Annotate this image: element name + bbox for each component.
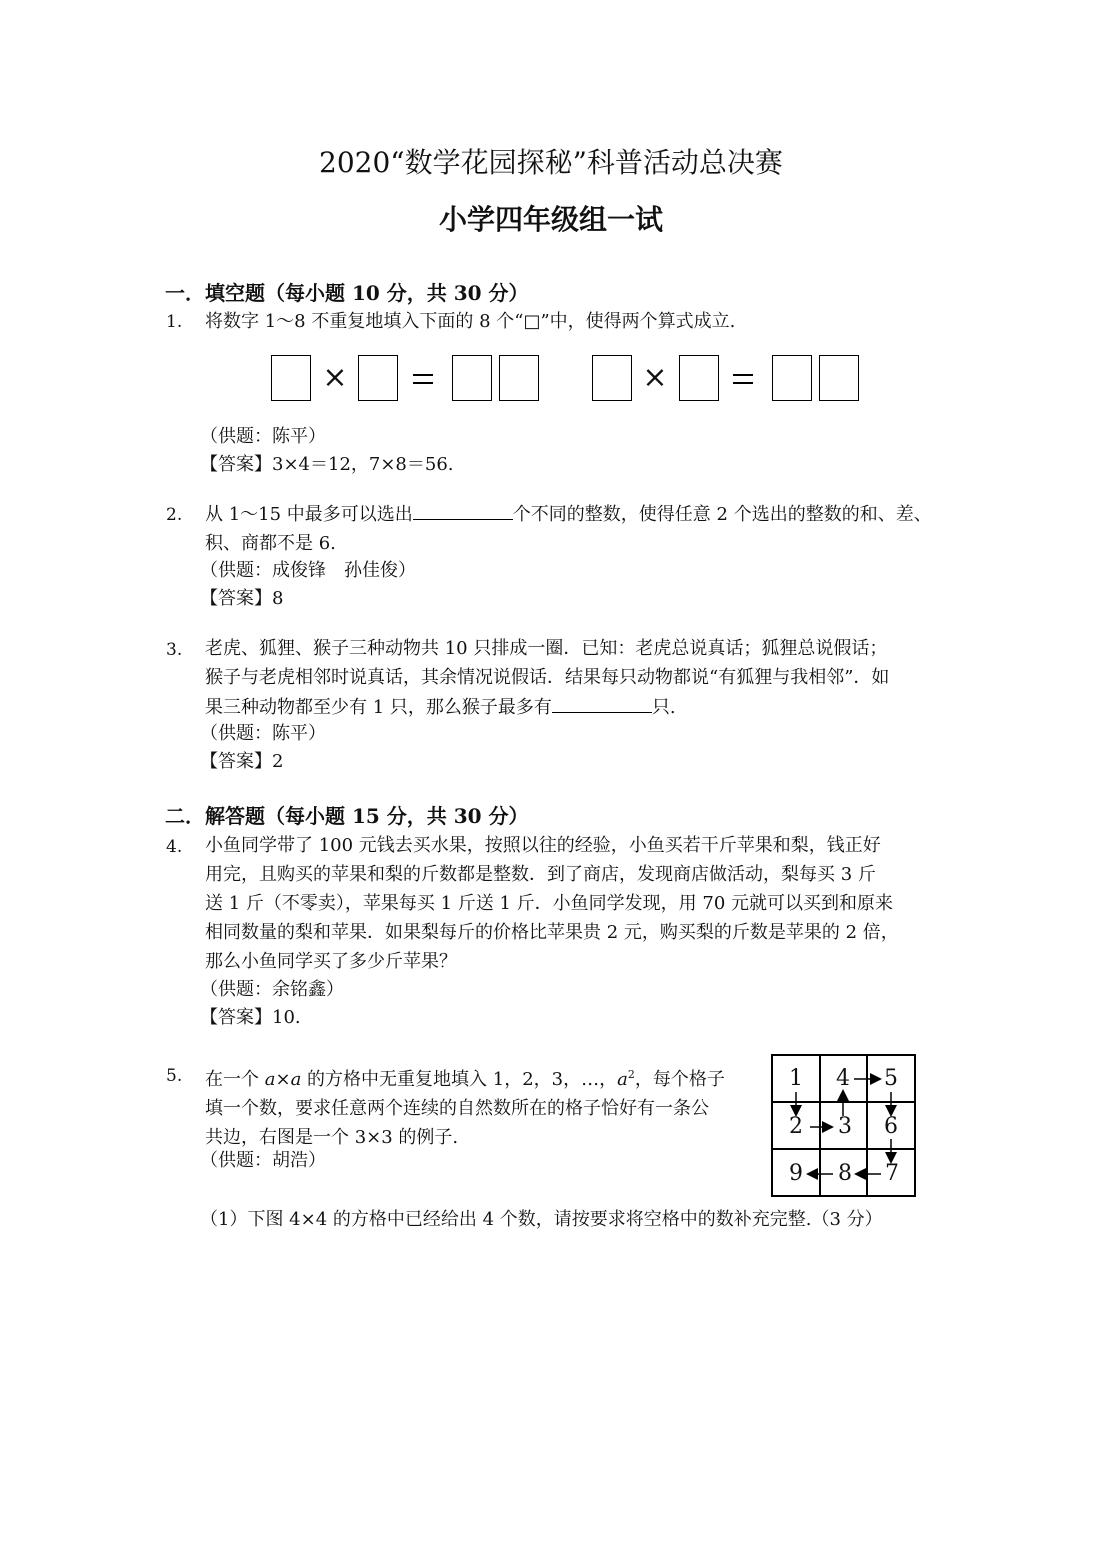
grid-cell-number: 4: [836, 1066, 850, 1091]
question-source: （供题：余铭鑫）: [200, 979, 344, 1000]
answer-box[interactable]: [679, 355, 719, 401]
grid-cell-number: 2: [789, 1114, 803, 1139]
sub-question: （1）下图 4×4 的方格中已经给出 4 个数，请按要求将空格中的数补充完整.（3 分）: [200, 1209, 883, 1230]
section-heading-fill-in: 一．填空题（每小题 10 分，共 30 分）: [165, 281, 529, 305]
math-var: a: [290, 1069, 302, 1090]
grid-cell-number: 5: [884, 1066, 898, 1091]
text-line: 共边，右图是一个 3×3 的例子.: [205, 1127, 459, 1148]
question-number: 3.: [166, 640, 183, 660]
answer-box[interactable]: [819, 355, 859, 401]
question-number: 5.: [166, 1066, 183, 1086]
math-var: a: [617, 1069, 628, 1090]
text-part: 个不同的整数，使得任意 2 个选出的整数的和、差、: [512, 504, 932, 525]
question-source: （供题：陈平）: [200, 426, 326, 447]
times-sign: ×: [642, 360, 668, 395]
page-title: 2020“数学花园探秘”科普活动总决赛: [319, 146, 783, 179]
text-line: 那么小鱼同学买了多少斤苹果？: [205, 951, 457, 972]
text-line: 用完，且购买的苹果和梨的斤数都是整数．到了商店，发现商店做活动，梨每买 3 斤: [205, 864, 876, 885]
page-subtitle: 小学四年级组一试: [438, 203, 663, 236]
question-text: [205, 499, 943, 558]
grid-cell-number: 8: [838, 1161, 852, 1186]
text-part: 只.: [651, 697, 676, 718]
question-text: [205, 831, 943, 976]
times-sign: ×: [322, 360, 348, 395]
text-part: 在一个: [205, 1069, 265, 1090]
question-number: 1.: [166, 312, 183, 332]
text-line: 老虎、狐狸、猴子三种动物共 10 只排成一圈．已知：老虎总说真话；狐狸总说假话；: [205, 638, 888, 659]
question-number: 2.: [166, 505, 183, 525]
equals-sign: [413, 374, 433, 384]
answer-blank[interactable]: [413, 499, 513, 520]
answer-box[interactable]: [592, 355, 632, 401]
question-answer: 【答案】2: [200, 751, 284, 772]
math-var: a: [264, 1069, 276, 1090]
answer-box[interactable]: [499, 355, 539, 401]
question-source: （供题：成俊锋 孙佳俊）: [200, 560, 416, 581]
question-answer: 【答案】10.: [200, 1007, 301, 1028]
question-answer: 【答案】8: [200, 588, 284, 609]
answer-blank[interactable]: [552, 692, 652, 713]
text-part: ×: [275, 1069, 291, 1090]
question-answer: 【答案】3×4＝12，7×8＝56.: [200, 454, 454, 475]
answer-box[interactable]: [452, 355, 492, 401]
text-line: 送 1 斤（不零卖），苹果每买 1 斤送 1 斤．小鱼同学发现，用 70 元就可以买到和原来: [205, 893, 894, 914]
text-line: 猴子与老虎相邻时说真话，其余情况说假话．结果每只动物都说“有狐狸与我相邻”．如: [205, 667, 890, 688]
section-heading-solve: 二．解答题（每小题 15 分，共 30 分）: [165, 804, 529, 828]
math-sup: 2: [627, 1068, 635, 1081]
grid-cell-number: 3: [838, 1114, 852, 1139]
text-part: 果三种动物都至少有 1 只，那么猴子最多有: [205, 697, 552, 718]
question-text: [205, 1060, 765, 1152]
answer-box[interactable]: [271, 355, 311, 401]
example-grid-3x3: [771, 1054, 916, 1197]
text-line: 小鱼同学带了 100 元钱去买水果，按照以往的经验，小鱼买若干斤苹果和梨，钱正好: [205, 835, 881, 856]
question-source: （供题：陈平）: [200, 723, 326, 744]
grid-cell-number: 9: [789, 1161, 803, 1186]
text-line: 相同数量的梨和苹果．如果梨每斤的价格比苹果贵 2 元，购买梨的斤数是苹果的 2 倍，: [205, 922, 899, 943]
equals-sign: [733, 374, 753, 384]
question-text: [205, 634, 943, 722]
text-part: 积、商都不是 6.: [205, 533, 336, 554]
grid-cell-number: 6: [884, 1114, 898, 1139]
question-source: （供题：胡浩）: [200, 1150, 326, 1171]
answer-box[interactable]: [358, 355, 398, 401]
text-line: 填一个数，要求任意两个连续的自然数所在的格子恰好有一条公: [205, 1098, 709, 1119]
grid-cell-number: 1: [789, 1066, 803, 1091]
question-number: 4.: [166, 837, 183, 857]
answer-box[interactable]: [772, 355, 812, 401]
grid-cell-number: 7: [885, 1161, 899, 1186]
text-part: ，每个格子: [634, 1069, 725, 1090]
question-text: 将数字 1～8 不重复地填入下面的 8 个“□”中，使得两个算式成立.: [205, 311, 736, 332]
text-part: 从 1～15 中最多可以选出: [205, 504, 413, 525]
text-part: 的方格中无重复地填入 1，2，3，…，: [301, 1069, 618, 1090]
